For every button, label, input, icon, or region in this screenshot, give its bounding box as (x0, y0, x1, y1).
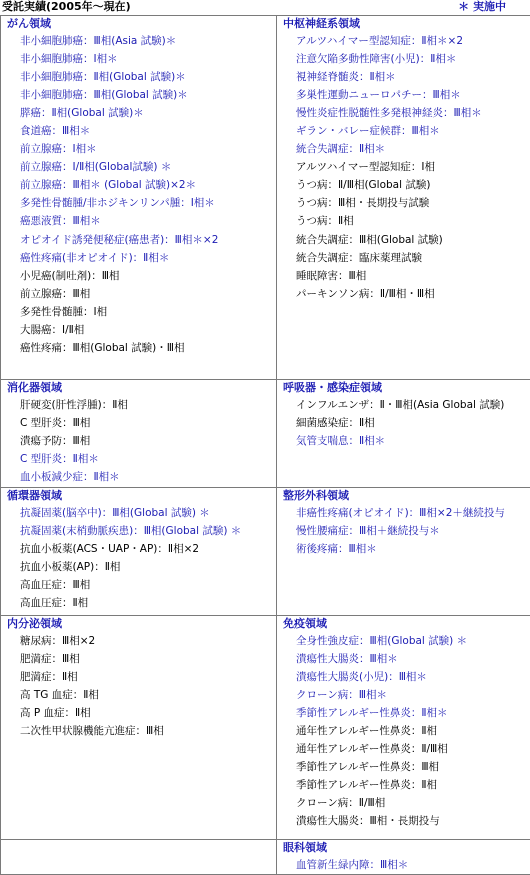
trial-item: 統合失調症：臨床薬理試験 (277, 249, 530, 267)
trial-item: うつ病：Ⅲ相・長期投与試験 (277, 194, 530, 212)
trial-item: 抗凝固薬(末梢動脈疾患)：Ⅲ相(Global 試験) ＊ (1, 522, 276, 540)
trial-item: 抗凝固薬(脳卒中)：Ⅲ相(Global 試験) ＊ (1, 504, 276, 522)
trial-item: 前立腺癌：Ⅰ/Ⅱ相(Global試験) ＊ (1, 158, 276, 176)
area-cell-right (277, 16, 530, 380)
trial-item: 抗血小板薬(ACS・UAP・AP)：Ⅱ相×2 (1, 540, 276, 558)
trial-item: 注意欠陥多動性障害(小児)：Ⅱ相＊ (277, 50, 530, 68)
trial-item: 高血圧症：Ⅲ相 (1, 576, 276, 594)
trial-item: 季節性アレルギー性鼻炎：Ⅲ相 (277, 758, 530, 776)
trial-item: 前立腺癌：Ⅲ相＊ (Global 試験)×2＊ (1, 176, 276, 194)
trial-item: 睡眠障害：Ⅲ相 (277, 267, 530, 285)
area-title: 消化器領域 (1, 380, 276, 396)
trial-item: 二次性甲状腺機能亢進症：Ⅲ相 (1, 722, 276, 740)
trial-item: うつ病：Ⅱ/Ⅲ相(Global 試験) (277, 176, 530, 194)
trial-item: 高 P 血症：Ⅱ相 (1, 704, 276, 722)
trial-item: 統合失調症：Ⅱ相＊ (277, 140, 530, 158)
trial-item: 慢性炎症性脱髄性多発根神経炎：Ⅲ相＊ (277, 104, 530, 122)
trial-item: 大腸癌：Ⅰ/Ⅱ相 (1, 321, 276, 339)
area-cell-left (1, 616, 277, 840)
trial-item: 前立腺癌：Ⅲ相 (1, 285, 276, 303)
area-title: 整形外科領域 (277, 488, 530, 504)
area-row (1, 616, 530, 840)
trial-item: アルツハイマー型認知症：Ⅱ相＊×2 (277, 32, 530, 50)
trial-item: 気管支喘息：Ⅱ相＊ (277, 432, 530, 450)
trial-item: 非小細胞肺癌：Ⅱ相(Global 試験)＊ (1, 68, 276, 86)
area-title: 中枢神経系領域 (277, 16, 530, 32)
trial-item: 潰瘍性大腸炎：Ⅲ相・長期投与 (277, 812, 530, 830)
area-title: 呼吸器・感染症領域 (277, 380, 530, 396)
trial-item: 術後疼痛：Ⅲ相＊ (277, 540, 530, 558)
trial-item: 非癌性疼痛(オピオイド)：Ⅲ相×2＋継続投与 (277, 504, 530, 522)
area-title: 内分泌領域 (1, 616, 276, 632)
trial-item: 細菌感染症：Ⅱ相 (277, 414, 530, 432)
trial-item: 高 TG 血症：Ⅱ相 (1, 686, 276, 704)
trial-item: 非小細胞肺癌：Ⅲ相(Global 試験)＊ (1, 86, 276, 104)
trial-item: 統合失調症：Ⅲ相(Global 試験) (277, 231, 530, 249)
area-title: 眼科領域 (277, 840, 530, 856)
trial-item: 癌性疼痛(非オピオイド)：Ⅱ相＊ (1, 249, 276, 267)
trial-item: アルツハイマー型認知症：Ⅰ相 (277, 158, 530, 176)
area-title: 循環器領域 (1, 488, 276, 504)
area-row (1, 488, 530, 616)
page-title: 受託実績(2005年～現在) (2, 0, 131, 14)
area-cell-right (277, 840, 530, 875)
trial-item: 潰瘍性大腸炎(小児)：Ⅲ相＊ (277, 668, 530, 686)
trial-item: 血管新生緑内障：Ⅲ相＊ (277, 856, 530, 874)
trial-item: 非小細胞肺癌：Ⅲ相(Asia 試験)＊ (1, 32, 276, 50)
area-cell-left (1, 488, 277, 616)
trial-item: 癌悪液質：Ⅲ相＊ (1, 212, 276, 230)
trial-item: クローン病：Ⅱ/Ⅲ相 (277, 794, 530, 812)
trial-item: ギラン・バレー症候群：Ⅲ相＊ (277, 122, 530, 140)
trial-item: 小児癌(制吐剤)：Ⅲ相 (1, 267, 276, 285)
area-cell-left (1, 840, 277, 875)
trial-item: C 型肝炎：Ⅱ相＊ (1, 450, 276, 468)
trial-item: 全身性強皮症：Ⅲ相(Global 試験) ＊ (277, 632, 530, 650)
area-row (1, 16, 530, 380)
trial-item: うつ病：Ⅱ相 (277, 212, 530, 230)
trial-item: 季節性アレルギー性鼻炎：Ⅱ相 (277, 776, 530, 794)
trial-item: 視神経脊髄炎：Ⅱ相＊ (277, 68, 530, 86)
trial-item: パーキンソン病：Ⅱ/Ⅲ相・Ⅲ相 (277, 285, 530, 303)
trial-item: 糖尿病：Ⅲ相×2 (1, 632, 276, 650)
trial-item: 癌性疼痛：Ⅲ相(Global 試験)・Ⅲ相 (1, 339, 276, 357)
trial-item: 血小板減少症：Ⅱ相＊ (1, 468, 276, 486)
area-cell-right (277, 616, 530, 840)
area-cell-left (1, 16, 277, 380)
area-title: 免疫領域 (277, 616, 530, 632)
area-row (1, 840, 530, 875)
trial-item: 季節性アレルギー性鼻炎：Ⅱ相＊ (277, 704, 530, 722)
trial-item: 非小細胞肺癌：Ⅰ相＊ (1, 50, 276, 68)
area-cell-right (277, 380, 530, 488)
trial-item: C 型肝炎：Ⅲ相 (1, 414, 276, 432)
trial-item: 通年性アレルギー性鼻炎：Ⅱ相 (277, 722, 530, 740)
trial-item: 高血圧症：Ⅱ相 (1, 594, 276, 612)
area-cell-right (277, 488, 530, 616)
trial-item: 慢性腰痛症：Ⅲ相＋継続投与＊ (277, 522, 530, 540)
header (0, 0, 530, 15)
trial-item: 潰瘍予防：Ⅲ相 (1, 432, 276, 450)
ongoing-legend: ＊ 実施中 (458, 0, 506, 14)
trial-item: 肝硬変(肝性浮腫)：Ⅱ相 (1, 396, 276, 414)
trial-item: 膵癌：Ⅱ相(Global 試験)＊ (1, 104, 276, 122)
trial-item: 潰瘍性大腸炎：Ⅲ相＊ (277, 650, 530, 668)
trial-item: 肥満症：Ⅲ相 (1, 650, 276, 668)
trial-item: インフルエンザ：Ⅱ・Ⅲ相(Asia Global 試験) (277, 396, 530, 414)
results-table (0, 15, 530, 875)
trial-item: 通年性アレルギー性鼻炎：Ⅱ/Ⅲ相 (277, 740, 530, 758)
trial-item: 多巣性運動ニューロパチー：Ⅲ相＊ (277, 86, 530, 104)
trial-item: 多発性骨髄腫/非ホジキンリンパ腫：Ⅰ相＊ (1, 194, 276, 212)
trial-item: クローン病：Ⅲ相＊ (277, 686, 530, 704)
trial-item: 抗血小板薬(AP)：Ⅱ相 (1, 558, 276, 576)
trial-item: 多発性骨髄腫：Ⅰ相 (1, 303, 276, 321)
area-title: がん領域 (1, 16, 276, 32)
trial-item: オピオイド誘発便秘症(癌患者)：Ⅲ相＊×2 (1, 231, 276, 249)
area-cell-left (1, 380, 277, 488)
trial-item: 肥満症：Ⅱ相 (1, 668, 276, 686)
trial-item: 食道癌：Ⅲ相＊ (1, 122, 276, 140)
trial-item: 前立腺癌：Ⅰ相＊ (1, 140, 276, 158)
area-row (1, 380, 530, 488)
